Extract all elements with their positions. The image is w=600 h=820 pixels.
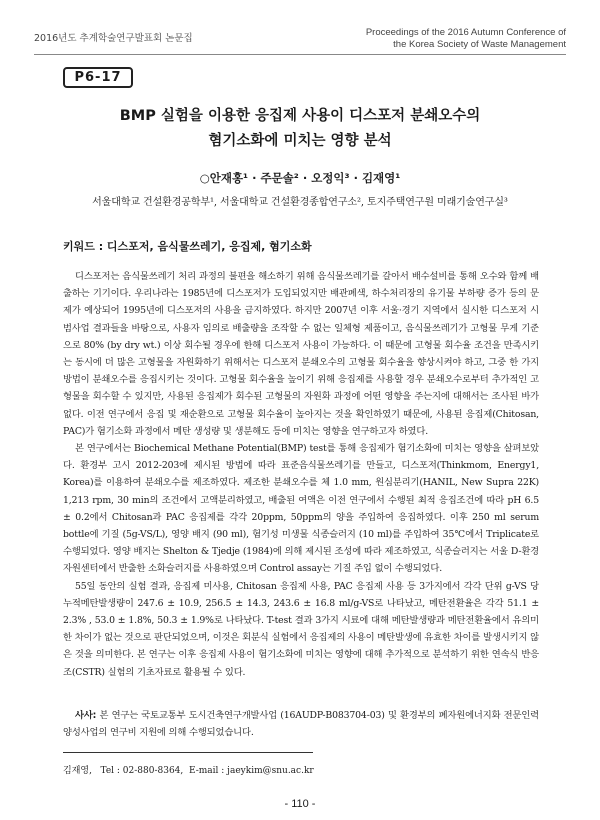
running-header-right-line1: Proceedings of the 2016 Autumn Conference of bbox=[365, 27, 566, 38]
corresponding-author-footnote: 김재영, Tel : 02-880-8364, E-mail : jaeykim@snu.ac.kr bbox=[63, 766, 314, 776]
acknowledgment-label: 사사: bbox=[75, 710, 97, 721]
header-divider bbox=[34, 54, 566, 55]
body-paragraph-3: 55일 동안의 실험 결과, 응집제 미사용, Chitosan 응집제 사용, PAC 응집제 사용 등 3가지에서 각각 단위 g-VS 당 누적메탄발생량이 247.6 ± 10.9, 256.5 ± 14.3, 243.6 ± 16.8 ml/g-VS로 나타났고, 메탄전환율은 각각 51.1 ± 2.3% , 53.0 ± 1.8%, 50.3 ± 1.9%로 나타났다. T-test 결과 3가지 시료에 대해 메탄발생량과 메탄전환율에서 유의미한 차이가 없는 것으로 판단되었으며, 이것은 회분식 실험에서 응집제의 사용이 메탄발생에 유효한 차이를 발생시키지 않은 것을 의미한다. 본 연구는 이후 응집제 사용이 혐기소화에 미치는 영향에 대해 추가적으로 분석하기 위한 연속식 반응조(CSTR) 실험의 기초자료로 활용될 수 있다. bbox=[63, 580, 539, 678]
page-number: - 110 - bbox=[284, 798, 316, 810]
keywords: 키워드 : 디스포저, 음식물쓰레기, 응집제, 혐기소화 bbox=[63, 240, 312, 253]
paper-title bbox=[40, 104, 560, 154]
body-paragraph-1: 디스포저는 음식물쓰레기 처리 과정의 불편을 해소하기 위해 음식물쓰레기를 갈아서 배수설비를 통해 오수와 함께 배출하는 기기이다. 우리나라는 1985년에 디스포저가 도입되었지만 배관폐색, 하수처리장의 유기물 부하량 증가 등의 문제가 예상되어 1995년에 디스포저의 사용을 금지하였다. 하지만 2007년 이후 서울·경기 지역에서 실시한 디스포저 시범사업 결과들을 바탕으로, 사용자 임의로 배출량을 조작할 수 없는 일체형 제품이고, 음식물쓰레기가 고형물 무게 기준으로 80% (by dry wt.) 이상 회수될 경우에 한해 디스포저 사용이 가능하다. 이 때문에 고형물 회수율 조건을 만족시키는 동시에 더 많은 고형물을 자원화하기 위해서는 디스포저 분쇄오수의 고형물 회수율을 향상시켜야 하고, 그중 한 가지 방법이 분쇄오수를 응집시키는 것이다. 고형물 회수율을 높이기 위해 응집제를 사용할 경우 분쇄오수로부터 추가적인 고형물을 회수할 수 있지만, 사용된 응집제가 회수된 고형물의 자원화 과정에 어떤 영향을 주는지에 대해서는 조사된 바가 없다. 이전 연구에서 응집 및 재순환으로 고형물 회수율이 높아지는 것을 확인하였기 때문에, 사용된 응집제(Chitosan, PAC)가 혐기소화 과정에서 메탄 생성량 및 생분해도 등에 미치는 영향을 연구하고자 하였다. bbox=[63, 271, 539, 437]
acknowledgment bbox=[63, 707, 539, 741]
acknowledgment-text: 본 연구는 국토교통부 도시건축연구개발사업 (16AUDP-B083704-03) 및 환경부의 폐자원에너지화 전문인력양성사업의 연구비 지원에 의해 수행되었습니다. bbox=[63, 710, 539, 738]
author-list: ○안재홍¹ · 주문솔² · 오정익³ · 김재영¹ bbox=[199, 171, 401, 185]
body-paragraph-2: 본 연구에서는 Biochemical Methane Potential(BMP) test를 통해 응집제가 혐기소화에 미치는 영향을 살펴보았다. 환경부 고시 2012-203에 제시된 방법에 따라 표준음식물쓰레기를 만들고, 디스포저(Thinkmom, Energy1, Korea)를 이용하여 분쇄오수를 제조하였다. 제조한 분쇄오수를 체 1.0 mm, 원심분리기(HANIL, New Supra 22K) 1,213 rpm, 30 min의 조건에서 고액분리하였고, 배출된 여액은 이전 연구에서 수행된 최적 응집조건에 따라 pH 6.5 ± 0.2에서 Chitosan과 PAC 응집제를 각각 20ppm, 50ppm의 양을 주입하여 응집하였다. 이후 250 ml serum bottle에 기질 (5g-VS/L), 영양 배지 (90 ml), 혐기성 미생물 식종슬러지 (10 ml)를 주입하여 35℃에서 Triplicate로 수행되었다. 영양 배지는 Shelton & Tjedje (1984)에 의해 제시된 조성에 따라 제조하였고, 식종슬러지는 서울 D-환경자원센터에서 반출한 소화슬러지를 사용하였으며 Control assay는 기질 주입 없이 수행되었다. bbox=[63, 443, 539, 575]
paper-title-line2: 혐기소화에 미치는 영향 분석 bbox=[208, 133, 392, 149]
running-header-right bbox=[366, 27, 566, 51]
running-header-right-line2: the Korea Society of Waste Management bbox=[393, 39, 566, 50]
paper-title-line1: BMP 실험을 이용한 응집제 사용이 디스포저 분쇄오수의 bbox=[119, 108, 481, 124]
abstract-body bbox=[63, 268, 539, 681]
affiliation: 서울대학교 건설환경공학부¹, 서울대학교 건설환경종합연구소², 토지주택연구원 미래기술연구실³ bbox=[92, 197, 508, 208]
session-label-box: P6-17 bbox=[63, 67, 133, 88]
footnote-divider bbox=[63, 752, 313, 753]
running-header-left: 2016년도 추계학술연구발표회 논문집 bbox=[34, 33, 193, 44]
